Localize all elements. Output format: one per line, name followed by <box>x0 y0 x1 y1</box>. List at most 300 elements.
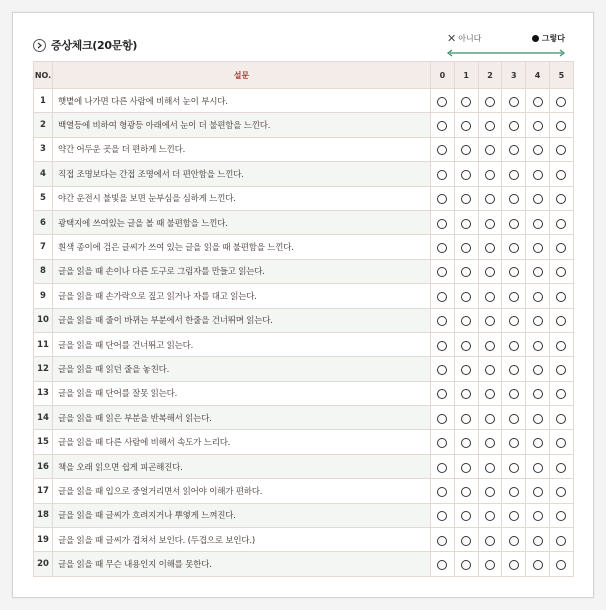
score-radio-2[interactable] <box>485 243 495 253</box>
option-cell <box>502 113 526 137</box>
table-row <box>34 89 574 113</box>
score-radio-0[interactable] <box>437 170 447 180</box>
option-cell <box>454 528 478 552</box>
option-cell <box>502 137 526 161</box>
row-number: 7 <box>34 235 53 259</box>
row-number: 3 <box>34 137 53 161</box>
option-cell <box>526 162 550 186</box>
option-cell <box>502 235 526 259</box>
score-radio-5[interactable] <box>556 267 566 277</box>
option-cell <box>454 381 478 405</box>
score-radio-3[interactable] <box>509 219 519 229</box>
option-cell <box>431 479 455 503</box>
option-cell <box>478 162 502 186</box>
score-radio-5[interactable] <box>556 511 566 521</box>
score-radio-0[interactable] <box>437 194 447 204</box>
option-cell <box>502 406 526 430</box>
option-cell <box>502 479 526 503</box>
option-cell <box>431 162 455 186</box>
score-radio-3[interactable] <box>509 511 519 521</box>
row-number: 4 <box>34 162 53 186</box>
score-radio-3[interactable] <box>509 97 519 107</box>
option-cell <box>431 259 455 283</box>
row-number: 13 <box>34 381 53 405</box>
question-text: 햇볕에 나가면 다른 사람에 비해서 눈이 부시다. <box>53 89 431 113</box>
row-number: 16 <box>34 454 53 478</box>
survey-panel <box>12 12 594 598</box>
table-row <box>34 479 574 503</box>
score-radio-3[interactable] <box>509 341 519 351</box>
option-cell <box>549 137 573 161</box>
score-radio-5[interactable] <box>556 536 566 546</box>
page-title: 증상체크(20문항) <box>51 39 138 52</box>
option-cell <box>549 162 573 186</box>
row-number: 1 <box>34 89 53 113</box>
score-radio-3[interactable] <box>509 170 519 180</box>
score-radio-3[interactable] <box>509 438 519 448</box>
score-radio-5[interactable] <box>556 365 566 375</box>
score-radio-5[interactable] <box>556 243 566 253</box>
table-row <box>34 137 574 161</box>
option-cell <box>478 186 502 210</box>
option-cell <box>502 430 526 454</box>
score-radio-0[interactable] <box>437 243 447 253</box>
score-radio-4[interactable] <box>533 194 543 204</box>
double-arrow-icon <box>447 49 565 57</box>
option-cell <box>478 210 502 234</box>
score-radio-4[interactable] <box>533 487 543 497</box>
column-header-option: 5 <box>549 62 573 89</box>
score-radio-0[interactable] <box>437 414 447 424</box>
score-radio-2[interactable] <box>485 97 495 107</box>
option-cell <box>431 137 455 161</box>
option-cell <box>526 186 550 210</box>
score-radio-0[interactable] <box>437 267 447 277</box>
score-radio-2[interactable] <box>485 170 495 180</box>
score-radio-0[interactable] <box>437 560 447 570</box>
row-number: 9 <box>34 284 53 308</box>
score-radio-0[interactable] <box>437 487 447 497</box>
score-radio-1[interactable] <box>461 487 471 497</box>
option-cell <box>549 381 573 405</box>
option-cell <box>431 210 455 234</box>
option-cell <box>549 210 573 234</box>
score-radio-2[interactable] <box>485 316 495 326</box>
score-radio-5[interactable] <box>556 463 566 473</box>
question-text: 글을 읽을 때 손이나 다른 도구로 그림자를 만들고 읽는다. <box>53 259 431 283</box>
option-cell <box>478 113 502 137</box>
option-cell <box>454 137 478 161</box>
option-cell <box>502 210 526 234</box>
row-number: 12 <box>34 357 53 381</box>
column-header-option: 2 <box>478 62 502 89</box>
score-radio-0[interactable] <box>437 511 447 521</box>
score-radio-0[interactable] <box>437 438 447 448</box>
score-radio-4[interactable] <box>533 121 543 131</box>
score-radio-3[interactable] <box>509 414 519 424</box>
score-radio-2[interactable] <box>485 121 495 131</box>
legend-left-label: 아니다 <box>458 34 482 43</box>
score-radio-0[interactable] <box>437 97 447 107</box>
option-cell <box>431 430 455 454</box>
score-radio-0[interactable] <box>437 145 447 155</box>
option-cell <box>431 381 455 405</box>
score-radio-1[interactable] <box>461 170 471 180</box>
option-cell <box>431 528 455 552</box>
table-row <box>34 454 574 478</box>
score-radio-5[interactable] <box>556 414 566 424</box>
option-cell <box>549 528 573 552</box>
score-radio-1[interactable] <box>461 243 471 253</box>
score-radio-1[interactable] <box>461 97 471 107</box>
option-cell <box>454 162 478 186</box>
row-number: 11 <box>34 332 53 356</box>
option-cell <box>502 162 526 186</box>
score-radio-4[interactable] <box>533 536 543 546</box>
option-cell <box>478 503 502 527</box>
option-cell <box>526 454 550 478</box>
row-number: 2 <box>34 113 53 137</box>
option-cell <box>502 332 526 356</box>
score-radio-1[interactable] <box>461 316 471 326</box>
option-cell <box>454 235 478 259</box>
option-cell <box>549 552 573 576</box>
option-cell <box>454 259 478 283</box>
table-header-row <box>34 62 574 89</box>
option-cell <box>549 235 573 259</box>
score-radio-1[interactable] <box>461 536 471 546</box>
score-radio-1[interactable] <box>461 463 471 473</box>
question-text: 책을 오래 읽으면 쉽게 피곤해진다. <box>53 454 431 478</box>
option-cell <box>454 430 478 454</box>
score-radio-2[interactable] <box>485 487 495 497</box>
option-cell <box>431 284 455 308</box>
survey-header <box>33 33 573 61</box>
option-cell <box>502 503 526 527</box>
option-cell <box>549 259 573 283</box>
option-cell <box>478 430 502 454</box>
score-radio-0[interactable] <box>437 219 447 229</box>
option-cell <box>549 284 573 308</box>
table-row <box>34 430 574 454</box>
option-cell <box>502 284 526 308</box>
legend-right-label: 그렇다 <box>541 34 565 43</box>
row-number: 10 <box>34 308 53 332</box>
row-number: 19 <box>34 528 53 552</box>
question-text: 글을 읽을 때 글씨가 겹쳐서 보인다. (두겹으로 보인다.) <box>53 528 431 552</box>
table-row <box>34 381 574 405</box>
score-radio-3[interactable] <box>509 243 519 253</box>
table-row <box>34 284 574 308</box>
score-radio-2[interactable] <box>485 219 495 229</box>
option-cell <box>549 89 573 113</box>
option-cell <box>478 308 502 332</box>
table-row <box>34 186 574 210</box>
score-radio-3[interactable] <box>509 463 519 473</box>
row-number: 17 <box>34 479 53 503</box>
option-cell <box>431 552 455 576</box>
question-text: 글을 읽을 때 단어를 잘못 읽는다. <box>53 381 431 405</box>
score-radio-0[interactable] <box>437 365 447 375</box>
option-cell <box>431 357 455 381</box>
score-radio-5[interactable] <box>556 292 566 302</box>
question-text: 흰색 종이에 검은 글씨가 쓰여 있는 글을 읽을 때 불편함을 느낀다. <box>53 235 431 259</box>
score-radio-5[interactable] <box>556 438 566 448</box>
score-radio-4[interactable] <box>533 243 543 253</box>
question-text: 글을 읽을 때 읽던 줄을 놓친다. <box>53 357 431 381</box>
score-radio-5[interactable] <box>556 560 566 570</box>
score-radio-1[interactable] <box>461 365 471 375</box>
column-header-option: 3 <box>502 62 526 89</box>
option-cell <box>478 381 502 405</box>
option-cell <box>502 186 526 210</box>
option-cell <box>454 552 478 576</box>
score-radio-3[interactable] <box>509 389 519 399</box>
score-radio-2[interactable] <box>485 414 495 424</box>
score-radio-5[interactable] <box>556 194 566 204</box>
score-radio-0[interactable] <box>437 341 447 351</box>
score-radio-3[interactable] <box>509 267 519 277</box>
option-cell <box>549 430 573 454</box>
question-text: 백열등에 비하여 형광등 아래에서 눈이 더 불편함을 느낀다. <box>53 113 431 137</box>
score-radio-1[interactable] <box>461 219 471 229</box>
score-radio-4[interactable] <box>533 389 543 399</box>
score-radio-5[interactable] <box>556 316 566 326</box>
question-text: 글을 읽을 때 단어를 건너뛰고 읽는다. <box>53 332 431 356</box>
score-radio-2[interactable] <box>485 463 495 473</box>
option-cell <box>549 186 573 210</box>
option-cell <box>478 406 502 430</box>
option-cell <box>478 284 502 308</box>
score-radio-2[interactable] <box>485 267 495 277</box>
score-radio-1[interactable] <box>461 145 471 155</box>
score-radio-3[interactable] <box>509 365 519 375</box>
score-radio-0[interactable] <box>437 292 447 302</box>
option-cell <box>431 89 455 113</box>
score-radio-1[interactable] <box>461 194 471 204</box>
option-cell <box>454 210 478 234</box>
table-row <box>34 162 574 186</box>
column-header-no: NO. <box>34 62 53 89</box>
score-radio-3[interactable] <box>509 194 519 204</box>
option-cell <box>431 406 455 430</box>
score-radio-1[interactable] <box>461 341 471 351</box>
survey-table <box>33 61 574 577</box>
score-radio-0[interactable] <box>437 389 447 399</box>
row-number: 14 <box>34 406 53 430</box>
table-row <box>34 357 574 381</box>
option-cell <box>502 308 526 332</box>
question-text: 글을 읽을 때 다른 사람에 비해서 속도가 느리다. <box>53 430 431 454</box>
score-radio-1[interactable] <box>461 511 471 521</box>
option-cell <box>526 479 550 503</box>
option-cell <box>431 308 455 332</box>
option-cell <box>526 503 550 527</box>
option-cell <box>454 479 478 503</box>
chevron-right-icon <box>33 39 46 52</box>
score-radio-0[interactable] <box>437 121 447 131</box>
scale-legend <box>447 33 565 61</box>
option-cell <box>526 113 550 137</box>
question-text: 글을 읽을 때 읽은 부분을 반복해서 읽는다. <box>53 406 431 430</box>
score-radio-5[interactable] <box>556 341 566 351</box>
score-radio-1[interactable] <box>461 267 471 277</box>
option-cell <box>526 381 550 405</box>
option-cell <box>454 454 478 478</box>
score-radio-2[interactable] <box>485 438 495 448</box>
option-cell <box>478 332 502 356</box>
option-cell <box>502 454 526 478</box>
score-radio-4[interactable] <box>533 463 543 473</box>
option-cell <box>431 186 455 210</box>
table-body <box>34 89 574 577</box>
option-cell <box>454 113 478 137</box>
option-cell <box>478 235 502 259</box>
score-radio-5[interactable] <box>556 121 566 131</box>
title-wrap <box>33 37 137 53</box>
score-radio-4[interactable] <box>533 560 543 570</box>
option-cell <box>454 308 478 332</box>
score-radio-2[interactable] <box>485 145 495 155</box>
score-radio-1[interactable] <box>461 121 471 131</box>
table-row <box>34 552 574 576</box>
score-radio-4[interactable] <box>533 97 543 107</box>
score-radio-2[interactable] <box>485 194 495 204</box>
question-text: 직접 조명보다는 간접 조명에서 더 편안함을 느낀다. <box>53 162 431 186</box>
score-radio-5[interactable] <box>556 219 566 229</box>
score-radio-5[interactable] <box>556 389 566 399</box>
option-cell <box>502 89 526 113</box>
row-number: 5 <box>34 186 53 210</box>
option-cell <box>526 210 550 234</box>
option-cell <box>549 406 573 430</box>
score-radio-3[interactable] <box>509 487 519 497</box>
option-cell <box>549 357 573 381</box>
score-radio-1[interactable] <box>461 560 471 570</box>
question-text: 글을 읽을 때 무슨 내용인지 이해를 못한다. <box>53 552 431 576</box>
option-cell <box>478 259 502 283</box>
table-row <box>34 259 574 283</box>
score-radio-5[interactable] <box>556 487 566 497</box>
option-cell <box>454 284 478 308</box>
score-radio-2[interactable] <box>485 560 495 570</box>
score-radio-5[interactable] <box>556 97 566 107</box>
table-row <box>34 308 574 332</box>
option-cell <box>431 503 455 527</box>
score-radio-4[interactable] <box>533 365 543 375</box>
option-cell <box>526 430 550 454</box>
score-radio-1[interactable] <box>461 438 471 448</box>
option-cell <box>526 357 550 381</box>
option-cell <box>526 235 550 259</box>
score-radio-3[interactable] <box>509 121 519 131</box>
table-row <box>34 235 574 259</box>
table-row <box>34 528 574 552</box>
score-radio-5[interactable] <box>556 170 566 180</box>
score-radio-2[interactable] <box>485 292 495 302</box>
score-radio-3[interactable] <box>509 536 519 546</box>
score-radio-2[interactable] <box>485 341 495 351</box>
score-radio-4[interactable] <box>533 316 543 326</box>
column-header-option: 4 <box>526 62 550 89</box>
x-icon: ✕ <box>447 31 457 45</box>
option-cell <box>549 454 573 478</box>
option-cell <box>454 89 478 113</box>
option-cell <box>526 552 550 576</box>
row-number: 6 <box>34 210 53 234</box>
score-radio-4[interactable] <box>533 267 543 277</box>
score-radio-4[interactable] <box>533 341 543 351</box>
score-radio-4[interactable] <box>533 170 543 180</box>
score-radio-2[interactable] <box>485 365 495 375</box>
option-cell <box>478 552 502 576</box>
option-cell <box>478 89 502 113</box>
score-radio-4[interactable] <box>533 511 543 521</box>
option-cell <box>454 357 478 381</box>
option-cell <box>549 479 573 503</box>
option-cell <box>526 308 550 332</box>
option-cell <box>431 332 455 356</box>
option-cell <box>526 332 550 356</box>
row-number: 8 <box>34 259 53 283</box>
option-cell <box>526 406 550 430</box>
score-radio-3[interactable] <box>509 145 519 155</box>
score-radio-0[interactable] <box>437 316 447 326</box>
question-text: 야간 운전시 불빛을 보면 눈부심을 심하게 느낀다. <box>53 186 431 210</box>
option-cell <box>549 332 573 356</box>
score-radio-2[interactable] <box>485 511 495 521</box>
score-radio-3[interactable] <box>509 316 519 326</box>
score-radio-4[interactable] <box>533 438 543 448</box>
option-cell <box>502 528 526 552</box>
score-radio-1[interactable] <box>461 292 471 302</box>
option-cell <box>526 284 550 308</box>
option-cell <box>526 89 550 113</box>
option-cell <box>502 381 526 405</box>
score-radio-0[interactable] <box>437 536 447 546</box>
score-radio-4[interactable] <box>533 219 543 229</box>
option-cell <box>478 357 502 381</box>
option-cell <box>478 137 502 161</box>
option-cell <box>549 113 573 137</box>
option-cell <box>478 479 502 503</box>
score-radio-1[interactable] <box>461 414 471 424</box>
score-radio-3[interactable] <box>509 560 519 570</box>
option-cell <box>478 454 502 478</box>
score-radio-1[interactable] <box>461 389 471 399</box>
option-cell <box>502 259 526 283</box>
table-row <box>34 503 574 527</box>
table-row <box>34 113 574 137</box>
score-radio-4[interactable] <box>533 414 543 424</box>
score-radio-2[interactable] <box>485 536 495 546</box>
legend-right <box>532 33 565 44</box>
table-row <box>34 406 574 430</box>
column-header-option: 1 <box>454 62 478 89</box>
option-cell <box>454 406 478 430</box>
score-radio-3[interactable] <box>509 292 519 302</box>
score-radio-4[interactable] <box>533 292 543 302</box>
option-cell <box>431 235 455 259</box>
table-row <box>34 332 574 356</box>
row-number: 15 <box>34 430 53 454</box>
score-radio-4[interactable] <box>533 145 543 155</box>
score-radio-2[interactable] <box>485 389 495 399</box>
score-radio-0[interactable] <box>437 463 447 473</box>
score-radio-5[interactable] <box>556 145 566 155</box>
question-text: 광택지에 쓰여있는 글을 볼 때 불편함을 느낀다. <box>53 210 431 234</box>
option-cell <box>454 186 478 210</box>
